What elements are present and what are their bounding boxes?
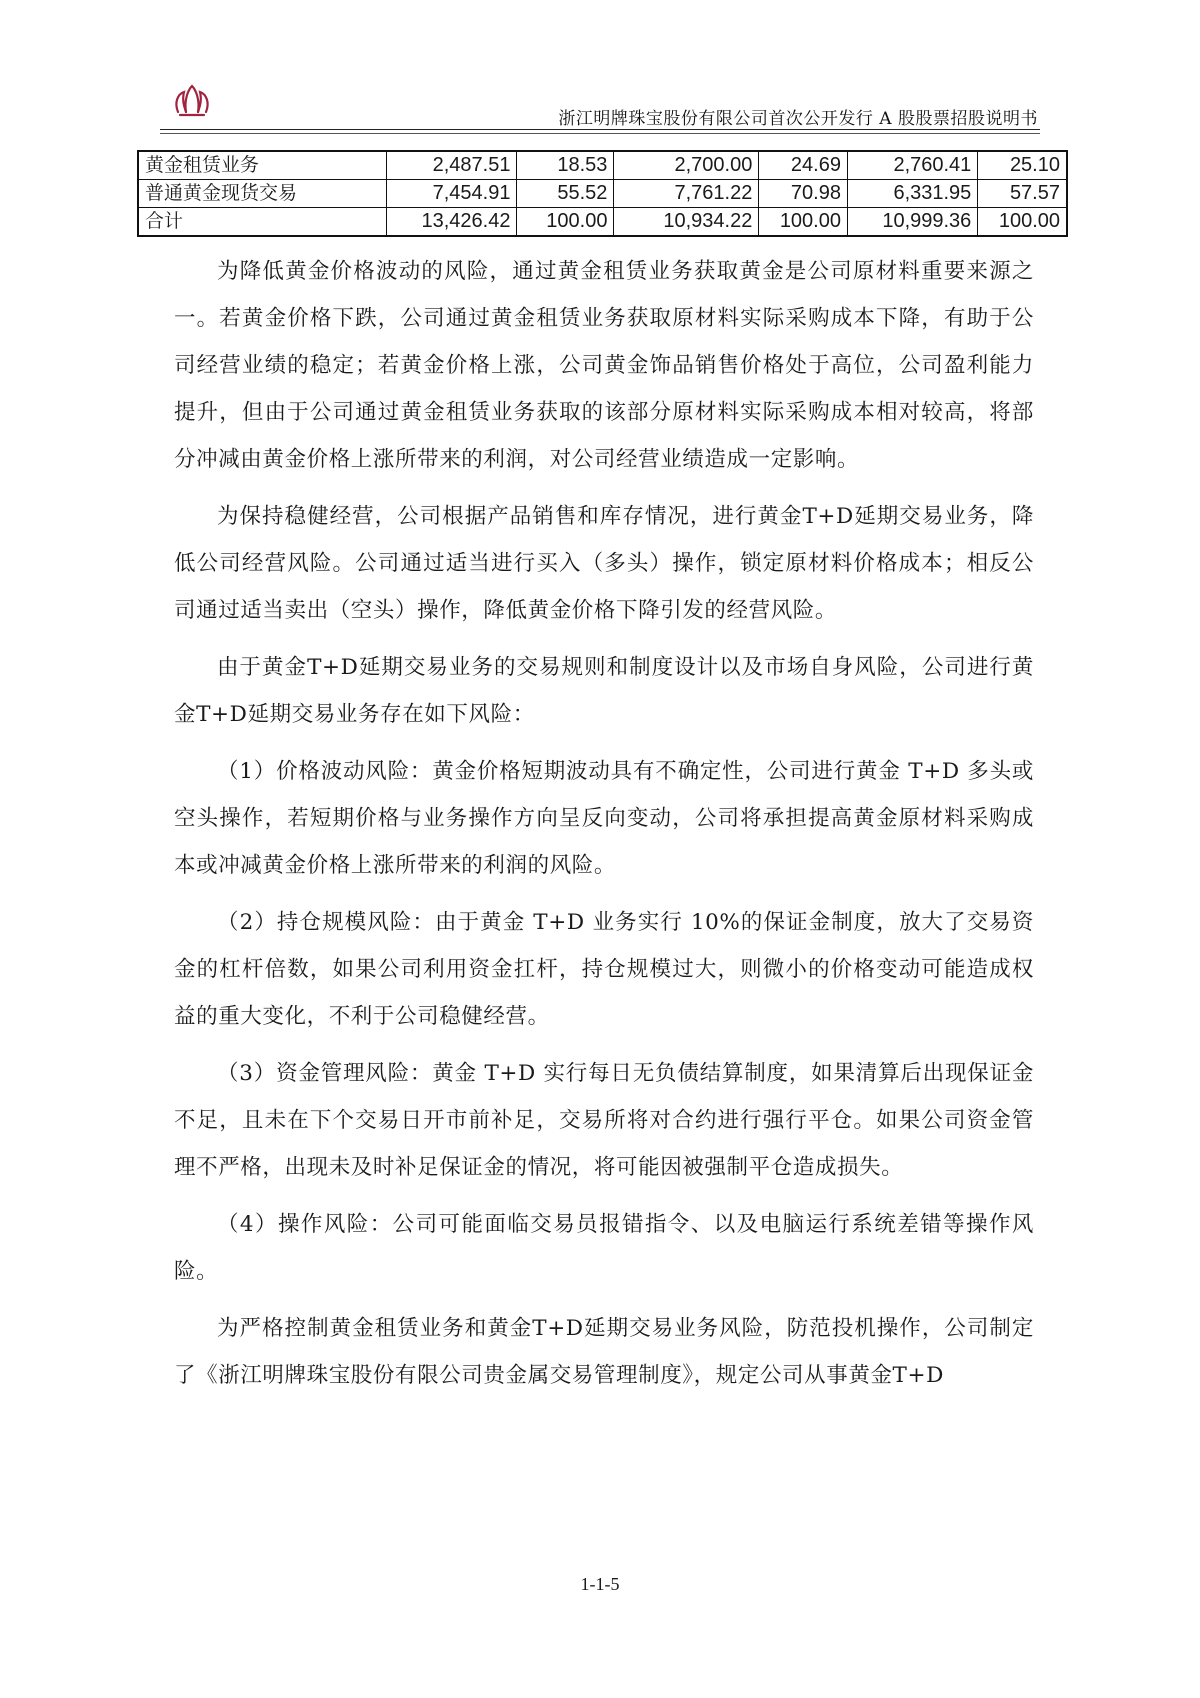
crown-flower-logo-icon <box>172 84 212 118</box>
page-number: 1-1-5 <box>580 1574 620 1594</box>
table-cell: 25.10 <box>978 151 1067 180</box>
table-cell: 100.00 <box>978 208 1067 237</box>
header-divider-thin <box>160 133 1040 134</box>
table-cell: 18.53 <box>517 151 614 180</box>
table-cell: 2,487.51 <box>387 151 517 180</box>
table-cell: 55.52 <box>517 180 614 208</box>
table-cell: 10,934.22 <box>614 208 759 237</box>
table-row <box>138 180 1067 208</box>
table-cell: 24.69 <box>759 151 848 180</box>
revenue-table <box>137 150 1068 237</box>
paragraph-risk-item: （1）价格波动风险：黄金价格短期波动具有不确定性，公司进行黄金 T+D 多头或空头操作，若短期价格与业务操作方向呈反向变动，公司将承担提高黄金原材料采购成本或冲减黄金价格上涨所带来的利润的风险。 <box>174 759 1034 878</box>
paragraph-risk-item: （2）持仓规模风险：由于黄金 T+D 业务实行 10%的保证金制度，放大了交易资金的杠杆倍数，如果公司利用资金扛杆，持仓规模过大，则微小的价格变动可能造成权益的重大变化，不利于公司稳健经营。 <box>174 910 1034 1029</box>
table-row <box>138 151 1067 180</box>
paragraph: 由于黄金T+D延期交易业务的交易规则和制度设计以及市场自身风险，公司进行黄金T+D延期交易业务存在如下风险： <box>174 655 1034 727</box>
table-cell: 10,999.36 <box>847 208 977 237</box>
table-cell: 2,760.41 <box>847 151 977 180</box>
paragraph-risk-item: （4）操作风险：公司可能面临交易员报错指令、以及电脑运行系统差错等操作风险。 <box>174 1212 1034 1284</box>
row-label: 合计 <box>138 208 387 237</box>
paragraph: 为严格控制黄金租赁业务和黄金T+D延期交易业务风险，防范投机操作，公司制定了《浙江明牌珠宝股份有限公司贵金属交易管理制度》，规定公司从事黄金T+D <box>174 1316 1034 1388</box>
table-row-total <box>138 208 1067 237</box>
table-cell: 57.57 <box>978 180 1067 208</box>
row-label: 黄金租赁业务 <box>138 151 387 180</box>
table-cell: 100.00 <box>517 208 614 237</box>
document-header-title: 浙江明牌珠宝股份有限公司首次公开发行 A 股股票招股说明书 <box>558 109 1038 129</box>
paragraph-risk-item: （3）资金管理风险：黄金 T+D 实行每日无负债结算制度，如果清算后出现保证金不足，且未在下个交易日开市前补足，交易所将对合约进行强行平仓。如果公司资金管理不严格，出现未及时补足保证金的情况，将可能因被强制平仓造成损失。 <box>174 1061 1034 1180</box>
row-label: 普通黄金现货交易 <box>138 180 387 208</box>
table-cell: 100.00 <box>759 208 848 237</box>
table-cell: 7,454.91 <box>387 180 517 208</box>
table-cell: 13,426.42 <box>387 208 517 237</box>
table-cell: 70.98 <box>759 180 848 208</box>
table-cell: 2,700.00 <box>614 151 759 180</box>
table-cell: 6,331.95 <box>847 180 977 208</box>
table-cell: 7,761.22 <box>614 180 759 208</box>
body-text <box>174 248 1034 1409</box>
header-divider <box>160 129 1040 130</box>
paragraph: 为降低黄金价格波动的风险，通过黄金租赁业务获取黄金是公司原材料重要来源之一。若黄金价格下跌，公司通过黄金租赁业务获取原材料实际采购成本下降，有助于公司经营业绩的稳定；若黄金价格上涨，公司黄金饰品销售价格处于高位，公司盈利能力提升，但由于公司通过黄金租赁业务获取的该部分原材料实际采购成本相对较高，将部分冲减由黄金价格上涨所带来的利润，对公司经营业绩造成一定影响。 <box>174 259 1034 472</box>
paragraph: 为保持稳健经营，公司根据产品销售和库存情况，进行黄金T+D延期交易业务，降低公司经营风险。公司通过适当进行买入（多头）操作，锁定原材料价格成本；相反公司通过适当卖出（空头）操作，降低黄金价格下降引发的经营风险。 <box>174 504 1034 623</box>
